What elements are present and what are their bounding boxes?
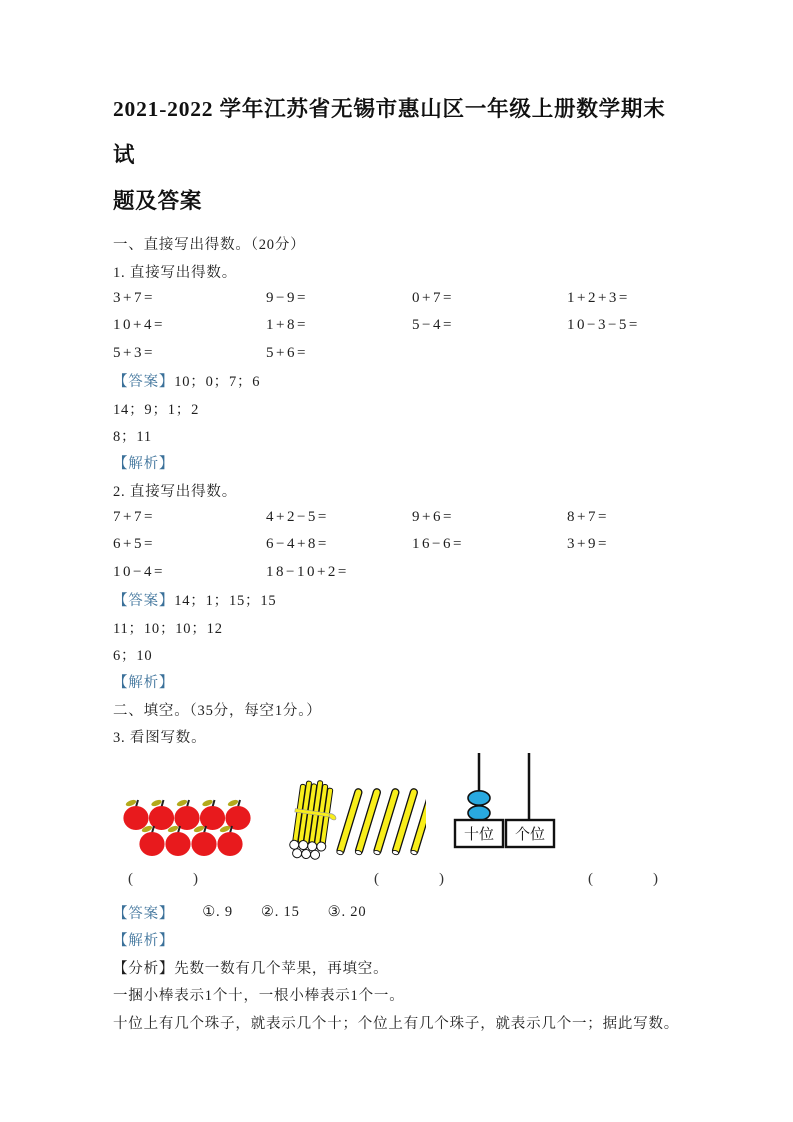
equation: 16−6= [412,536,464,553]
stick-bundle-icon [288,778,342,863]
equation: 4+2−5= [266,509,329,526]
equation: 10+4= [113,317,165,334]
equation: 1+8= [266,317,308,334]
question-2-answer-line-3: 6；10 [113,648,153,665]
abacus-bead [468,791,490,805]
question-2-label: 2. 直接写出得数。 [113,483,237,500]
equation: 5+3= [113,344,155,361]
equation: 8+7= [567,509,609,526]
equation: 6+5= [113,536,155,553]
apple-icon [225,799,250,830]
bracket-open: ( [588,870,593,887]
equation: 1+2+3= [567,289,630,306]
answer-item-1: ①. 9 [202,904,233,920]
section-two-heading: 二、填空。（35分，每空1分。） [113,702,322,719]
section-one-heading: 一、直接写出得数。（20分） [113,237,306,254]
abacus-figure [453,750,568,852]
question-1-equations [113,285,685,367]
question-3-answer-line [113,899,685,926]
question-1-label: 1. 直接写出得数。 [113,264,237,281]
equation: 5+6= [266,344,308,361]
abacus-bead [468,806,490,820]
equation: 6−4+8= [266,536,329,553]
answer-bracket-sticks [374,865,444,892]
answer-label: 【答案】 [113,593,175,610]
analysis-label: 【解析】 [113,675,175,692]
answer-bracket-abacus [588,865,658,892]
equation: 10−4= [113,563,165,580]
answer-values: 10；0；7；6 [174,374,261,391]
sticks-figure [276,778,426,863]
answer-brackets-row [113,865,685,892]
equation: 0+7= [412,289,454,306]
analysis-label: 【解析】 [113,456,175,473]
bracket-close: ) [653,870,658,887]
bracket-open: ( [374,870,379,887]
answer-values: 14；1；15；15 [174,593,277,610]
question-2-answer-line-1 [113,586,685,613]
equation: 10−3−5= [567,317,640,334]
document-title [113,86,685,224]
analysis-line-1: 【分析】先数一数有几个苹果，再填空。 [113,960,389,977]
equation: 18−10+2= [266,563,349,580]
bracket-close: ) [193,870,198,887]
analysis-line-2: 一捆小棒表示1个十，一根小棒表示1个一。 [113,988,405,1005]
analysis-label: 【解析】 [113,933,175,950]
document-content [113,86,685,1036]
question-3-figure [113,750,685,865]
equation: 9−9= [266,289,308,306]
equation: 3+9= [567,536,609,553]
question-1-answer-line-1 [113,367,685,394]
question-3-label: 3. 看图写数。 [113,730,207,747]
analysis-line-3: 十位上有几个珠子，就表示几个十；个位上有几个珠子，就表示几个一；据此写数。 [113,1015,680,1032]
answer-item-3: ③. 20 [327,904,367,920]
apple-icon [123,799,148,830]
tens-place-label: 十位 [463,827,495,844]
apple-icon [200,799,225,830]
question-1-answer-line-2: 14；9；1；2 [113,401,200,418]
title-line-1: 2021-2022 学年江苏省无锡市惠山区一年级上册数学期末试 [113,97,666,167]
bracket-close: ) [439,870,444,887]
equation: 9+6= [412,509,454,526]
equation: 7+7= [113,509,155,526]
question-2-equations [113,504,685,586]
apples-figure [121,797,261,859]
equation: 3+7= [113,289,155,306]
question-3-analysis-label [113,926,685,953]
answer-item-2: ②. 15 [260,904,300,920]
ones-place-label: 个位 [514,827,546,844]
apple-row-top [123,799,250,830]
bracket-open: ( [128,870,133,887]
apple-icon [149,799,174,830]
answer-label: 【答案】 [113,374,175,391]
apple-icon [174,799,199,830]
title-line-2: 题及答案 [113,189,203,213]
question-1-analysis-label [113,449,685,476]
answer-label: 【答案】 [113,906,175,922]
question-2-answer-line-2: 11；10；10；12 [113,620,223,637]
question-2-analysis-label [113,668,685,695]
question-1-answer-line-3: 8；11 [113,428,152,445]
equation: 5−4= [412,317,454,334]
answer-bracket-apples [128,865,198,892]
